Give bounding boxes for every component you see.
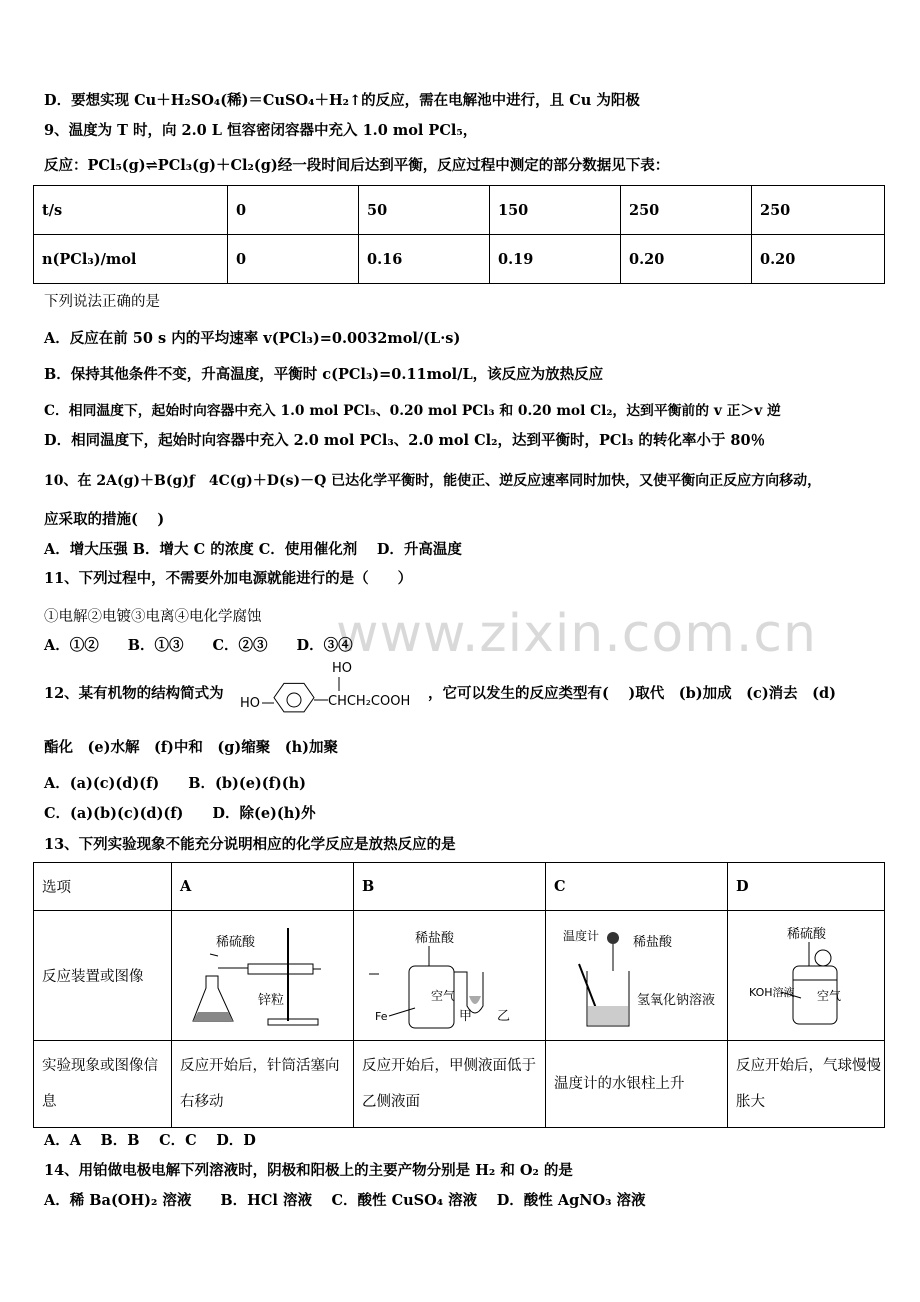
- q9-cell: 250: [621, 186, 752, 235]
- q13-info-a: 反应开始后，针筒活塞向右移动: [172, 1041, 354, 1128]
- figure-c: [546, 911, 728, 1041]
- q9-table: [33, 185, 885, 284]
- figure-a: [172, 911, 354, 1041]
- q9-cell: 0: [228, 235, 359, 284]
- q13-header: C: [546, 863, 728, 911]
- fig-c-acid: 稀盐酸: [632, 934, 672, 950]
- molecule-chain: CHCH₂COOH: [328, 694, 411, 709]
- fig-d-koh: KOH溶液: [749, 985, 795, 999]
- fig-b-air: 空气: [431, 988, 456, 1003]
- q9-option-d: D．相同温度下，起始时向容器中充入 2.0 mol PCl₃、2.0 mol Cl₂，达到平衡时，PCl₃ 的转化率小于 80％: [44, 432, 766, 449]
- fig-a-zinc: 锌粒: [257, 992, 284, 1008]
- q12-stem-a: 12、某有机物的结构简式为: [44, 685, 224, 702]
- q13-stem: 13、下列实验现象不能充分说明相应的化学反应是放热反应的是: [44, 836, 456, 853]
- q9-cell: 250: [752, 186, 885, 235]
- figure-b: [354, 911, 546, 1041]
- q12-stem-b: ，它可以发生的反应类型有( )取代 (b)加成 (c)消去 (d): [428, 685, 837, 702]
- q10-stem: 10、在 2A(g)＋B(g)ƒ 4C(g)＋D(s)－Q 已达化学平衡时，能使正、逆反应速率同时加快，又使平衡向正反应方向移动，: [44, 473, 822, 489]
- fig-b-acid: 稀盐酸: [415, 930, 455, 946]
- q13-row-label: 实验现象或图像信息: [34, 1041, 172, 1128]
- q9-cell: 0.19: [490, 235, 621, 284]
- q12-options-ab: A．(a)(c)(d)(f) B．(b)(e)(f)(h): [44, 775, 307, 792]
- fig-b-fe: Fe: [375, 1009, 388, 1023]
- molecule-ho-left: HO: [240, 696, 261, 711]
- fig-c-thermo: 温度计: [562, 928, 599, 943]
- q13-info-c: 温度计的水银柱上升: [546, 1041, 728, 1128]
- q14-options: A．稀 Ba(OH)₂ 溶液 B．HCl 溶液 C．酸性 CuSO₄ 溶液 D．酸性 AgNO₃ 溶液: [44, 1192, 646, 1209]
- q12-stem-cont: 酯化 (e)水解 (f)中和 (g)缩聚 (h)加聚: [44, 739, 339, 756]
- figure-d: [728, 911, 885, 1041]
- q13-row-label: 反应装置或图像: [34, 911, 172, 1041]
- q13-options: A．A B．B C．C D．D: [44, 1132, 256, 1149]
- q9-cell: 150: [490, 186, 621, 235]
- fig-a-acid: 稀硫酸: [215, 934, 255, 950]
- q10-stem-cont: 应采取的措施( ): [44, 511, 165, 528]
- fig-d-air: 空气: [817, 988, 842, 1003]
- q8-option-d: D．要想实现 Cu＋H₂SO₄(稀)＝CuSO₄＋H₂↑的反应，需在电解池中进行，且 Cu 为阳极: [44, 92, 640, 109]
- q13-info-d: 反应开始后，气球慢慢胀大: [728, 1041, 885, 1128]
- q11-items: ①电解②电镀③电离④电化学腐蚀: [44, 609, 262, 625]
- fig-b-jia: 甲: [459, 1008, 473, 1024]
- q9-option-a: A．反应在前 50 s 内的平均速率 v(PCl₃)=0.0032mol/(L·s): [44, 330, 461, 347]
- q10-options: A．增大压强 B．增大 C 的浓度 C．使用催化剂 D．升高温度: [44, 541, 462, 558]
- q9-cell: 0.20: [621, 235, 752, 284]
- q11-options: A．①② B．①③ C．②③ D．③④: [44, 637, 353, 654]
- q9-cell: 0.20: [752, 235, 885, 284]
- fig-b-yi: 乙: [497, 1008, 511, 1024]
- fig-d-acid: 稀硫酸: [787, 926, 827, 942]
- q9-cell: t/s: [34, 186, 228, 235]
- molecule-structure: [240, 655, 430, 717]
- q9-option-c: C．相同温度下，起始时向容器中充入 1.0 mol PCl₅、0.20 mol PCl₃ 和 0.20 mol Cl₂，达到平衡前的 v 正＞v 逆: [44, 403, 781, 419]
- q13-header: B: [354, 863, 546, 911]
- q9-stem: 9、温度为 T 时，向 2.0 L 恒容密闭容器中充入 1.0 mol PCl₅，: [44, 122, 478, 139]
- q13-table: [33, 862, 885, 1128]
- molecule-ho-top: HO: [332, 661, 353, 676]
- watermark: www.zixin.com.cn: [336, 604, 817, 664]
- q9-reaction: 反应：PCl₅(g)⇌PCl₃(g)＋Cl₂(g)经一段时间后达到平衡，反应过程中测定的部分数据见下表：: [44, 157, 670, 174]
- q14-stem: 14、用铂做电极电解下列溶液时，阴极和阳极上的主要产物分别是 H₂ 和 O₂ 的是: [44, 1162, 573, 1179]
- q13-header: D: [728, 863, 885, 911]
- q13-header: 选项: [34, 863, 172, 911]
- q13-info-b: 反应开始后，甲侧液面低于乙侧液面: [354, 1041, 546, 1128]
- q12-options-cd: C．(a)(b)(c)(d)(f) D．除(e)(h)外: [44, 805, 316, 822]
- q9-cell: 50: [359, 186, 490, 235]
- q11-stem: 11、下列过程中，不需要外加电源就能进行的是（ ）: [44, 570, 413, 587]
- q9-cell: 0: [228, 186, 359, 235]
- q13-header: A: [172, 863, 354, 911]
- fig-c-naoh: 氢氧化钠溶液: [636, 992, 715, 1008]
- q9-cell: 0.16: [359, 235, 490, 284]
- q9-cell: n(PCl₃)/mol: [34, 235, 228, 284]
- q9-prompt: 下列说法正确的是: [44, 294, 160, 310]
- q9-option-b: B．保持其他条件不变，升高温度，平衡时 c(PCl₃)=0.11mol/L，该反应为放热反应: [44, 366, 604, 383]
